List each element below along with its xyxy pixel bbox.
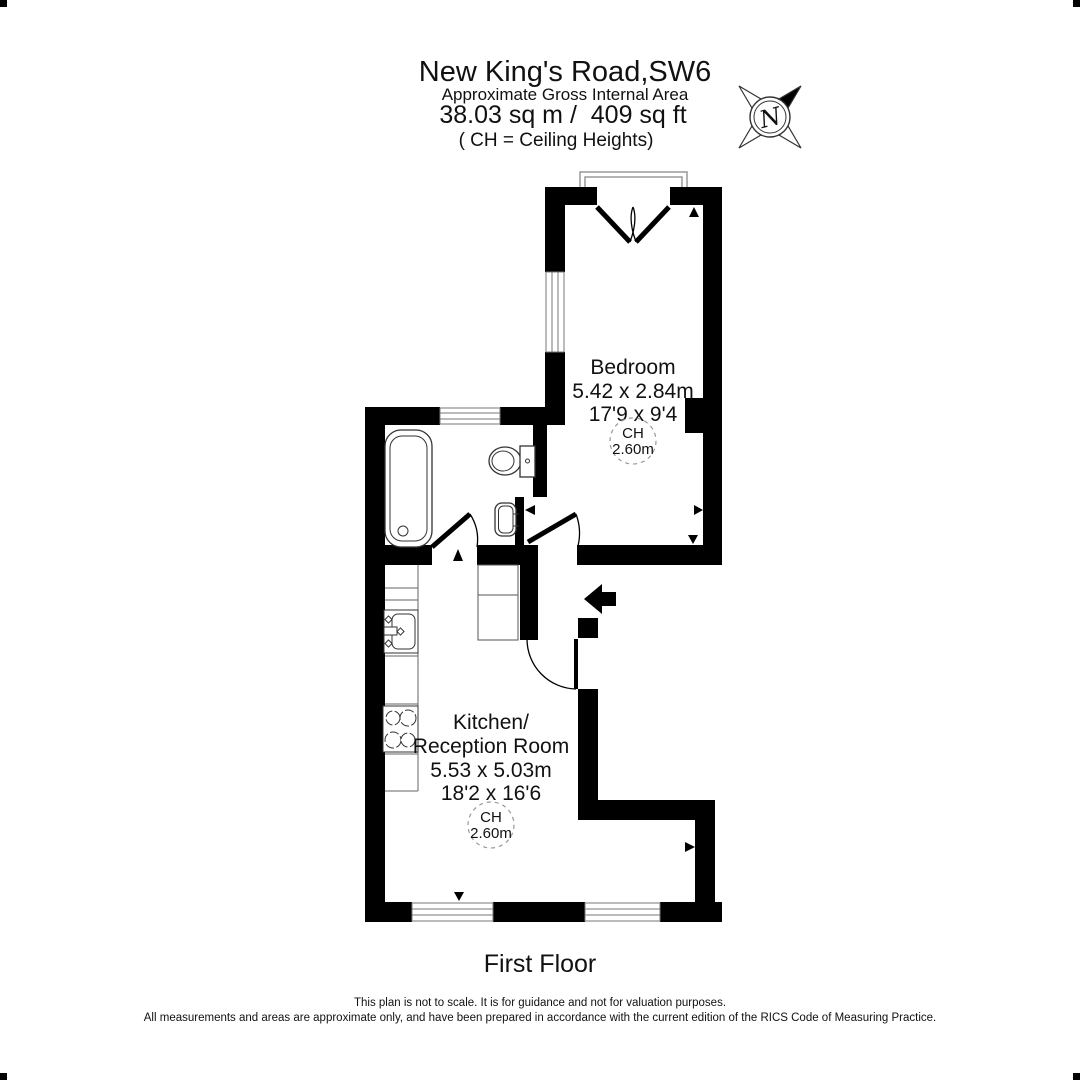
disclaimer xyxy=(144,997,936,1024)
bedroom-ch-value: 2.60m xyxy=(612,441,654,458)
bedroom-ch-label: CH xyxy=(622,425,644,442)
area-subtitle: Approximate Gross Internal Area xyxy=(441,85,689,104)
kitchen-name-line1: Kitchen/ xyxy=(453,711,529,734)
measure-arrow-right-icon xyxy=(685,842,695,852)
front-door xyxy=(527,639,576,689)
kitchen-ch-label: CH xyxy=(480,809,502,826)
measure-arrow-up-icon xyxy=(689,207,699,217)
hall-door xyxy=(528,514,579,546)
floor-label: First Floor xyxy=(483,950,597,978)
measure-arrow-down-icon xyxy=(454,892,464,901)
kitchen-dimensions-imperial: 18'2 x 16'6 xyxy=(440,782,542,805)
kitchen-sink-unit xyxy=(384,610,418,653)
toilet xyxy=(489,446,535,477)
wash-basin xyxy=(495,503,519,536)
bedroom-window xyxy=(546,272,564,352)
entrance-arrow-icon xyxy=(584,584,616,614)
disclaimer-line2: All measurements and areas are approximate only, and have been prepared in accordance with the current edition of the RICS Code of Measuring Practice. xyxy=(143,1012,937,1024)
kitchen-window-left xyxy=(412,903,493,921)
kitchen-labels xyxy=(413,711,569,848)
ceiling-height-note: ( CH = Ceiling Heights) xyxy=(458,130,654,151)
balcony-frame xyxy=(580,172,687,187)
page-title: New King's Road,SW6 xyxy=(418,56,712,88)
hall-cupboard xyxy=(478,565,518,640)
bathroom-window xyxy=(440,408,500,424)
bedroom-labels xyxy=(572,356,693,464)
bathtub xyxy=(385,430,432,547)
measure-arrow-up-icon xyxy=(453,549,463,561)
french-doors xyxy=(597,207,669,242)
measure-arrow-right-icon xyxy=(694,505,703,515)
bedroom-name: Bedroom xyxy=(590,356,676,379)
measure-arrow-left-icon xyxy=(525,505,535,515)
bathroom-door xyxy=(432,514,478,547)
plan-header xyxy=(419,56,711,151)
compass-north-label: N xyxy=(756,101,784,135)
compass-icon xyxy=(739,86,801,148)
kitchen-dimensions-metric: 5.53 x 5.03m xyxy=(430,759,552,782)
bedroom-dimensions-imperial: 17'9 x 9'4 xyxy=(588,403,678,426)
gross-area-value: 38.03 sq m / 409 sq ft xyxy=(439,101,687,129)
measure-arrow-down-icon xyxy=(688,535,698,544)
bedroom-dimensions-metric: 5.42 x 2.84m xyxy=(572,380,694,403)
kitchen-window-right xyxy=(585,903,660,921)
kitchen-ch-value: 2.60m xyxy=(470,825,512,842)
disclaimer-line1: This plan is not to scale. It is for guidance and not for valuation purposes. xyxy=(353,997,727,1009)
kitchen-name-line2: Reception Room xyxy=(412,735,570,758)
walls xyxy=(365,187,722,922)
